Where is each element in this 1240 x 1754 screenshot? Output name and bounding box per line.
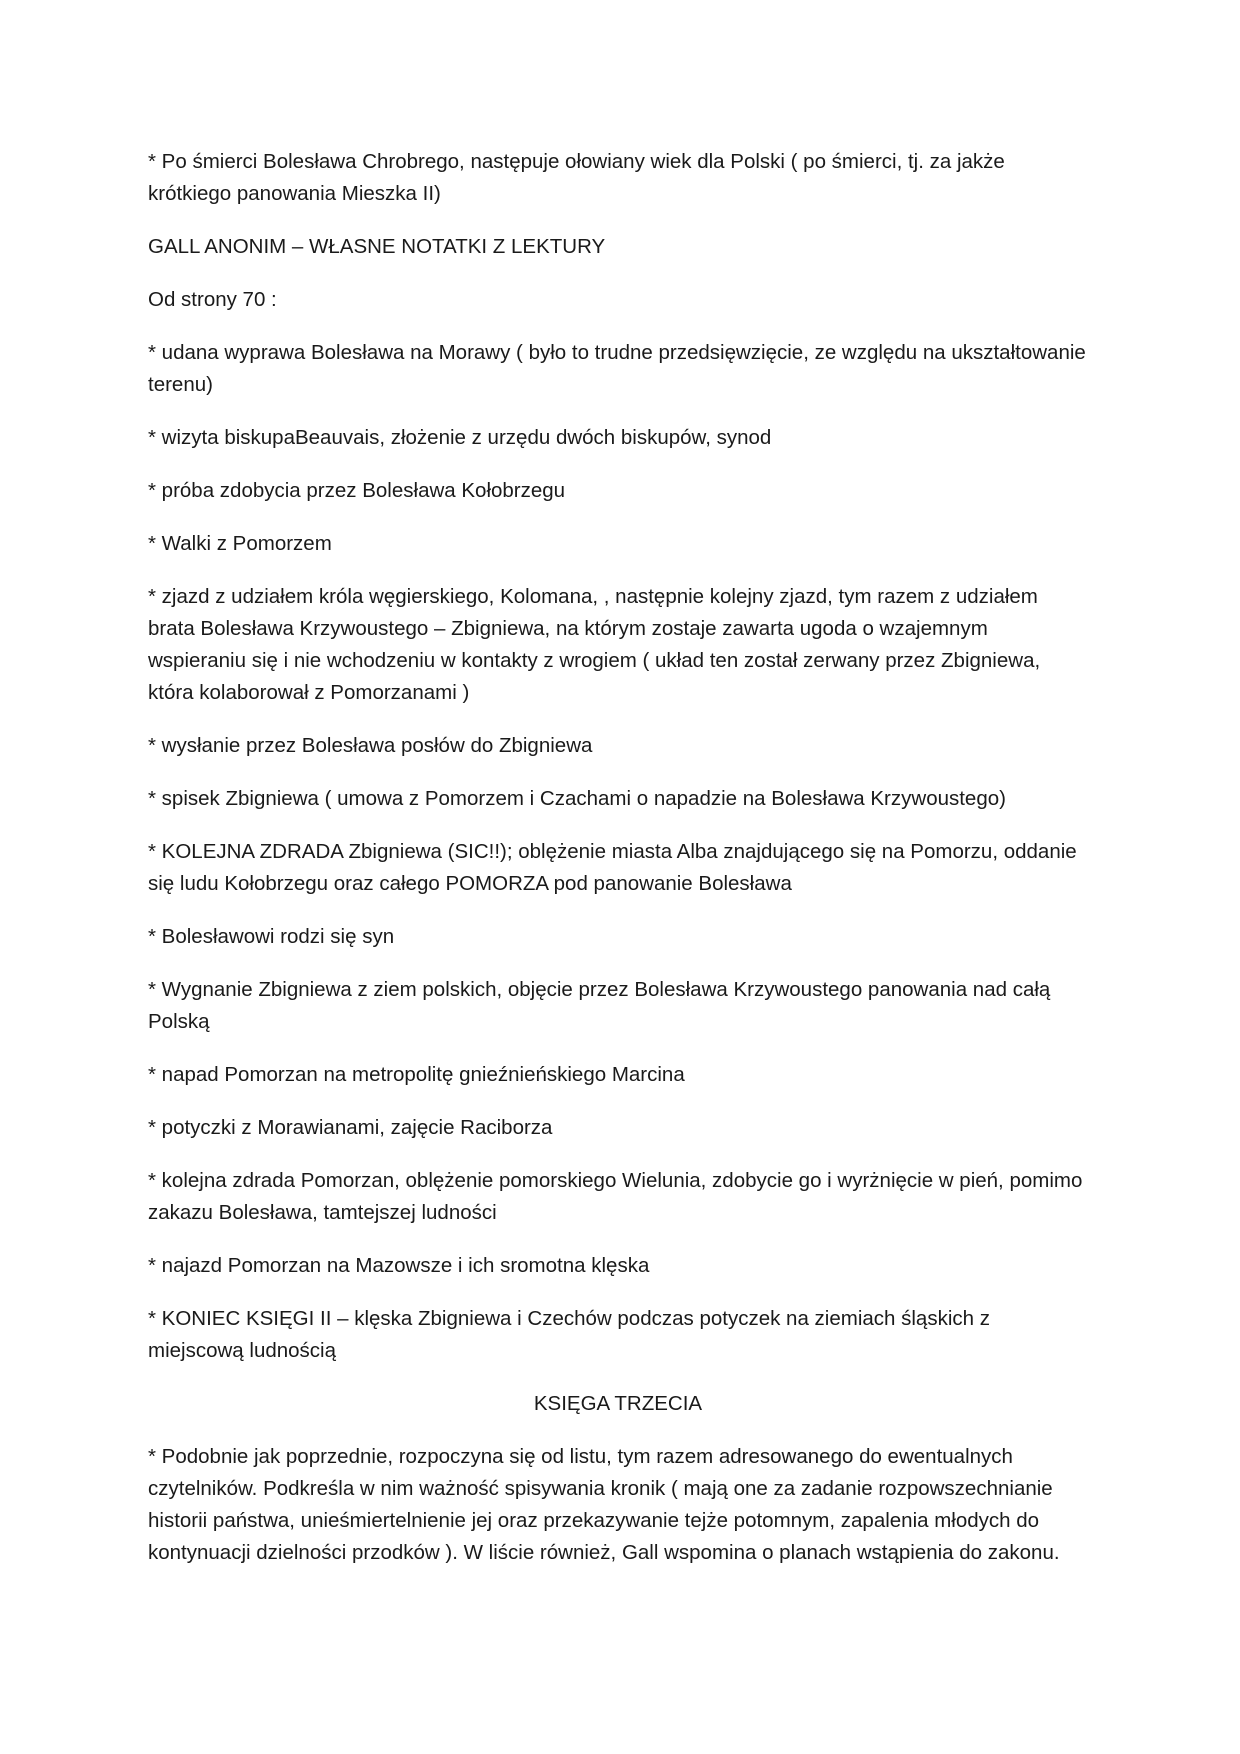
note-item: * Podobnie jak poprzednie, rozpoczyna się od listu, tym razem adresowanego do ewentualnych czytelników. Podkreśla w nim ważność spisywania kronik ( mają one za zadanie rozpowszechnianie historii państwa, unieśmiertelnienie jej oraz przekazywanie tejże potomnym, zapalenia młodych do kontynuacji dzielności przodków ). W liście również, Gall wspomina o planach wstąpienia do zakonu. [148,1445,1060,1564]
note-item: * wizyta biskupaBeauvais, złożenie z urzędu dwóch biskupów, synod [148,426,772,449]
note-item: * KONIEC KSIĘGI II – klęska Zbigniewa i Czechów podczas potyczek na ziemiach śląskich z miejscową ludnością [148,1307,990,1362]
note-item: * potyczki z Morawianami, zajęcie Raciborza [148,1116,553,1139]
note-item: * udana wyprawa Bolesława na Morawy ( było to trudne przedsięwzięcie, ze względu na ukształtowanie terenu) [148,341,1086,396]
section-heading: KSIĘGA TRZECIA [533,1392,703,1415]
note-item: * napad Pomorzan na metropolitę gnieźnieńskiego Marcina [148,1063,685,1086]
notes-heading: GALL ANONIM – WŁASNE NOTATKI Z LEKTURY [148,235,606,258]
note-item: * Walki z Pomorzem [148,532,332,555]
note-item: * zjazd z udziałem króla węgierskiego, Kolomana, , następnie kolejny zjazd, tym razem z udziałem brata Bolesława Krzywoustego – Zbigniewa, na którym zostaje zawarta ugoda o wzajemnym wspieraniu się i nie wchodzeniu w kontakty z wrogiem ( układ ten został zerwany przez Zbigniewa, która kolaborował z Pomorzanami ) [148,585,1041,704]
note-item: * KOLEJNA ZDRADA Zbigniewa (SIC!!); oblężenie miasta Alba znajdującego się na Pomorzu, oddanie się ludu Kołobrzegu oraz całego POMORZA pod panowanie Bolesława [148,840,1077,895]
note-item: * spisek Zbigniewa ( umowa z Pomorzem i Czachami o napadzie na Bolesława Krzywoustego) [148,787,1006,810]
note-item: * najazd Pomorzan na Mazowsze i ich sromotna klęska [148,1254,650,1277]
note-item: * Wygnanie Zbigniewa z ziem polskich, objęcie przez Bolesława Krzywoustego panowania nad całą Polską [148,978,1051,1033]
note-item: * próba zdobycia przez Bolesława Kołobrzegu [148,479,566,502]
page-reference: Od strony 70 : [148,288,277,311]
note-item: * kolejna zdrada Pomorzan, oblężenie pomorskiego Wielunia, zdobycie go i wyrżnięcie w pień, pomimo zakazu Bolesława, tamtejszej ludności [148,1169,1083,1224]
note-item: * wysłanie przez Bolesława posłów do Zbigniewa [148,734,593,757]
note-item: * Bolesławowi rodzi się syn [148,925,395,948]
note-intro: * Po śmierci Bolesława Chrobrego, następuje ołowiany wiek dla Polski ( po śmierci, tj. za jakże krótkiego panowania Mieszka II) [148,150,1005,205]
document-body [148,146,1088,1590]
